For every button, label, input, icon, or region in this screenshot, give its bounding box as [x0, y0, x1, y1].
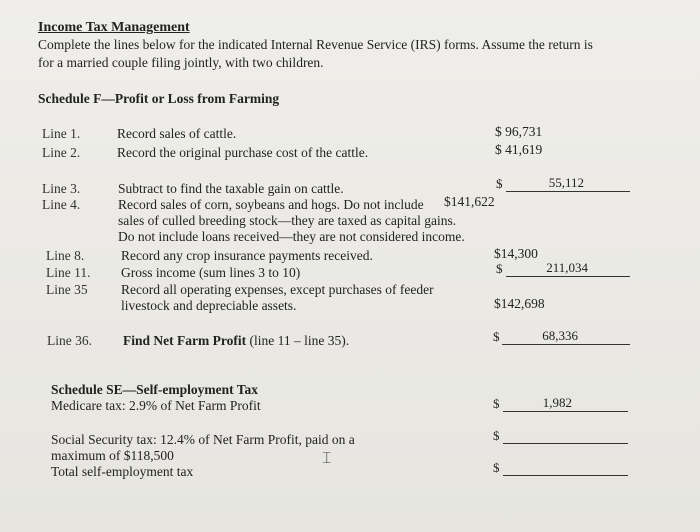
- total-se-tax-answer-field[interactable]: [503, 460, 628, 476]
- line2-value: $ 41,619: [495, 142, 543, 157]
- intro-line-2: for a married couple filing jointly, with two children.: [38, 55, 324, 70]
- intro-line-1: Complete the lines below for the indicated Internal Revenue Service (IRS) forms. Assume the return is: [38, 37, 593, 52]
- line36-label: Line 36.: [47, 333, 92, 348]
- total-se-tax-text: Total self-employment tax: [51, 464, 194, 479]
- line8-value: $14,300: [494, 246, 538, 261]
- line3-answer-field[interactable]: [506, 176, 630, 192]
- line4-label: Line 4.: [42, 197, 81, 212]
- line1-text: Record sales of cattle.: [117, 126, 237, 141]
- line36-dollar-sign: $: [493, 329, 500, 344]
- line35-text-1: Record all operating expenses, except purchases of feeder: [121, 282, 434, 297]
- line35-text-2: livestock and depreciable assets.: [121, 298, 297, 313]
- line1-label: Line 1.: [42, 126, 81, 141]
- total-se-tax-dollar-sign: $: [493, 460, 500, 475]
- line3-dollar-sign: $: [496, 176, 503, 191]
- line3-text: Subtract to find the taxable gain on cattle.: [118, 181, 344, 196]
- schedule-f-heading: Schedule F—Profit or Loss from Farming: [38, 91, 280, 106]
- line2-label: Line 2.: [42, 145, 81, 160]
- social-security-answer-field[interactable]: [503, 428, 628, 444]
- line35-label: Line 35: [46, 282, 88, 297]
- line3-value: 55,112: [548, 175, 584, 190]
- medicare-value: 1,982: [542, 395, 572, 410]
- page-title: Income Tax Management: [38, 20, 190, 35]
- text-cursor-icon: ⌶: [322, 448, 332, 467]
- line11-answer-field[interactable]: [506, 261, 630, 277]
- line4-text-3: Do not include loans received—they are not considered income.: [118, 229, 465, 244]
- line2-text: Record the original purchase cost of the cattle.: [117, 145, 369, 160]
- line1-value: $ 96,731: [495, 124, 543, 139]
- line8-text: Record any crop insurance payments received.: [121, 248, 373, 263]
- social-security-text-1: Social Security tax: 12.4% of Net Farm Profit, paid on a: [51, 432, 355, 447]
- line11-dollar-sign: $: [496, 261, 503, 276]
- medicare-text: Medicare tax: 2.9% of Net Farm Profit: [51, 398, 261, 413]
- schedule-se-heading: Schedule SE—Self-employment Tax: [51, 382, 259, 397]
- social-security-dollar-sign: $: [493, 428, 500, 443]
- line36-answer-field[interactable]: [502, 329, 630, 345]
- line4-text-1: Record sales of corn, soybeans and hogs. Do not include: [118, 197, 424, 212]
- line8-label: Line 8.: [46, 248, 85, 263]
- line11-label: Line 11.: [46, 265, 91, 280]
- line36-text-bold: Find Net Farm Profit: [123, 333, 247, 348]
- medicare-answer-field[interactable]: [503, 396, 628, 412]
- line4-text-2: sales of culled breeding stock—they are taxed as capital gains.: [118, 213, 457, 228]
- line11-text: Gross income (sum lines 3 to 10): [121, 265, 301, 280]
- line36-value: 68,336: [542, 328, 578, 343]
- line36-text: [123, 333, 349, 349]
- medicare-dollar-sign: $: [493, 396, 500, 411]
- line3-label: Line 3.: [42, 181, 81, 196]
- line11-value: 211,034: [546, 260, 588, 275]
- line35-value: $142,698: [494, 296, 545, 311]
- line36-text-rest: (line 11 – line 35).: [249, 333, 350, 348]
- social-security-text-2: maximum of $118,500: [51, 448, 174, 463]
- line4-value: $141,622: [444, 194, 495, 209]
